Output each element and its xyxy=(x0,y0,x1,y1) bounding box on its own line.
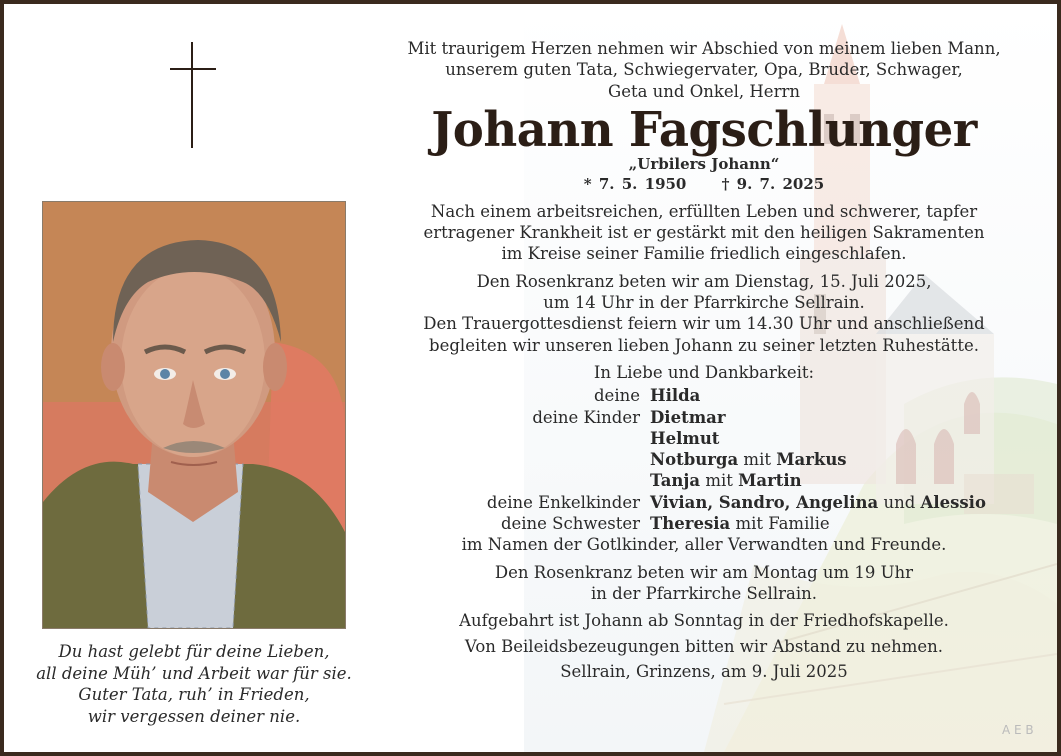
service-line: begleiten wir unseren lieben Johann zu seiner letzten Ruhestätte. xyxy=(429,335,979,355)
passing-line: im Kreise seiner Familie friedlich eingeschlafen. xyxy=(501,244,907,264)
intro-line: Geta und Onkel, Herrn xyxy=(608,81,800,101)
life-dates xyxy=(384,174,1024,195)
passing-line: ertragener Krankheit ist er gestärkt mit den heiligen Sakramenten xyxy=(423,223,985,243)
portrait-illustration xyxy=(43,202,345,628)
memorial-poem xyxy=(14,641,374,727)
place-date-line: Sellrain, Grinzens, am 9. Juli 2025 xyxy=(560,661,848,681)
service-line: Den Trauergottesdienst feiern wir um 14.30 Uhr und anschließend xyxy=(423,314,985,334)
poem-line: all deine Müh’ und Arbeit war für sie. xyxy=(36,663,352,683)
love-line: In Liebe und Dankbarkeit: xyxy=(593,362,815,382)
nickname: „Urbilers Johann“ xyxy=(628,154,780,173)
cross-icon xyxy=(170,42,216,148)
family-list xyxy=(384,385,1024,534)
laid-out-line: Aufgebahrt ist Johann ab Sonntag in der Friedhofskapelle. xyxy=(459,611,949,631)
family-row-sister: deine Schwester Theresia mit Familie xyxy=(500,514,830,534)
poem-line: wir vergessen deiner nie. xyxy=(87,706,301,726)
artist-signature: A E B xyxy=(1002,723,1034,737)
family-row-child: Helmut xyxy=(650,428,720,448)
family-row-child: Notburga mit Markus xyxy=(650,450,847,470)
rosary-line: Den Rosenkranz beten wir am Montag um 19 Uhr xyxy=(494,562,914,582)
service-line: Den Rosenkranz beten wir am Dienstag, 15. Juli 2025, xyxy=(476,271,932,291)
birth-date: * 7. 5. 1950 xyxy=(583,174,687,193)
rosary-line: in der Pfarrkirche Sellrain. xyxy=(591,583,817,603)
poem-line: Guter Tata, ruh’ in Frieden, xyxy=(78,685,310,704)
notice-text xyxy=(384,38,1024,682)
portrait-photo xyxy=(42,201,346,629)
passing-line: Nach einem arbeitsreichen, erfüllten Leben und schwerer, tapfer xyxy=(430,201,978,221)
deceased-name: Johann Fagschlunger xyxy=(431,101,977,158)
intro-line: Mit traurigem Herzen nehmen wir Abschied von meinem lieben Mann, xyxy=(407,39,1001,58)
family-row-children: deine Kinder Dietmar xyxy=(532,407,726,427)
poem-line: Du hast gelebt für deine Lieben, xyxy=(58,642,330,661)
condolences-line: Von Beileidsbezeugungen bitten wir Abstand zu nehmen. xyxy=(464,636,944,656)
family-row-grandchildren: deine Enkelkinder Vivian, Sandro, Angelina und Alessio xyxy=(486,492,986,512)
family-row-wife: deine Hilda xyxy=(594,386,701,406)
others-line: im Namen der Gotlkinder, aller Verwandten und Freunde. xyxy=(461,535,947,555)
death-date: † 9. 7. 2025 xyxy=(721,174,825,193)
intro-line: unserem guten Tata, Schwiegervater, Opa, Bruder, Schwager, xyxy=(445,60,963,80)
service-line: um 14 Uhr in der Pfarrkirche Sellrain. xyxy=(543,293,865,313)
family-row-child: Tanja mit Martin xyxy=(650,471,802,491)
